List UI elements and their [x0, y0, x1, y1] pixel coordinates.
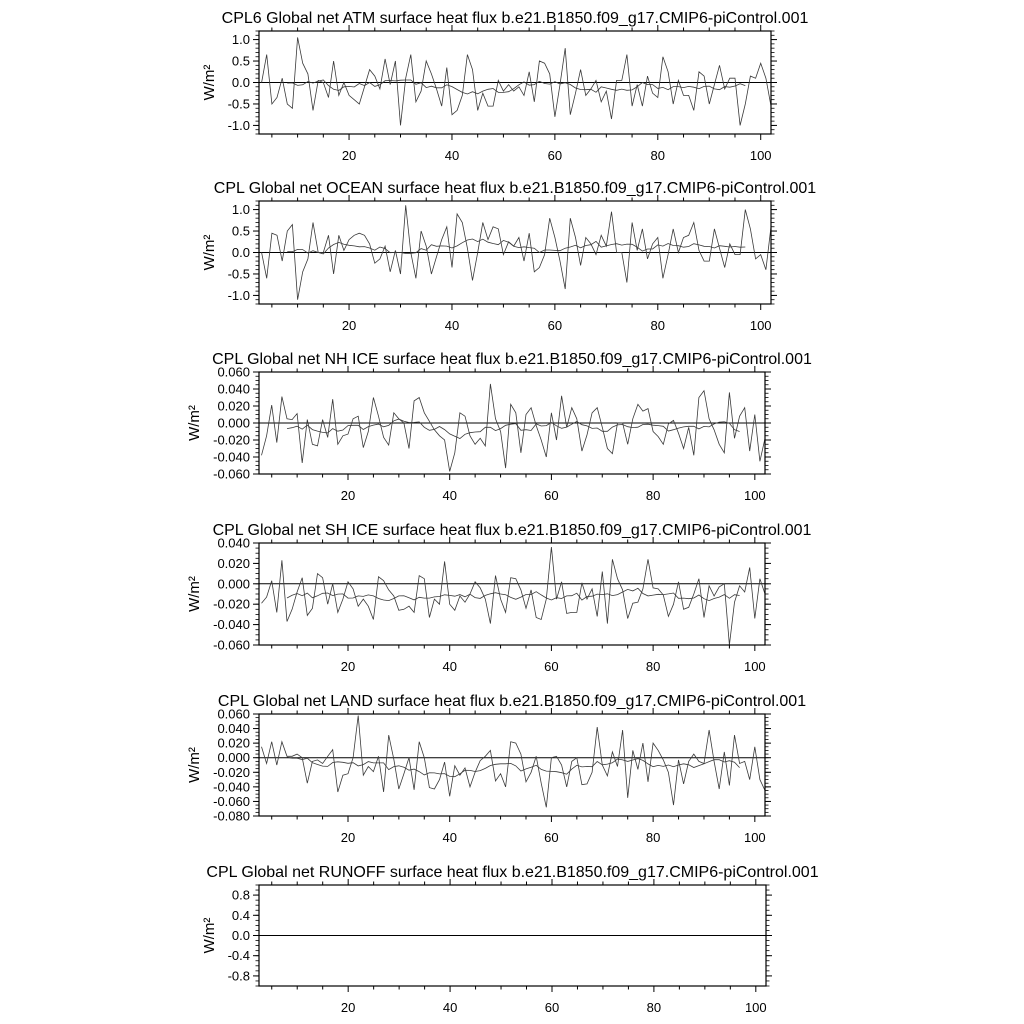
annual-series-line [262, 384, 766, 472]
x-tick-label: 100 [743, 659, 766, 674]
annual-series-line [262, 716, 766, 808]
x-tick-label: 80 [646, 1000, 662, 1015]
x-tick-label: 80 [645, 830, 661, 845]
y-tick-label: -1.0 [227, 287, 250, 303]
y-tick-label: 0.040 [217, 721, 250, 737]
annual-series-line [262, 547, 766, 645]
x-tick-label: 40 [444, 148, 460, 163]
y-tick-label: 0.060 [217, 706, 250, 722]
y-tick-label: -0.040 [213, 779, 250, 795]
panel-title: CPL Global net SH ICE surface heat flux b.e21.B1850.f09_g17.CMIP6-piControl.001 [212, 522, 812, 539]
panel-title: CPL Global net RUNOFF surface heat flux b.e21.B1850.f09_g17.CMIP6-piControl.001 [206, 864, 819, 881]
y-tick-label: 0.8 [231, 887, 250, 903]
y-tick-label: 0.020 [217, 555, 250, 571]
y-tick-label: 1.0 [231, 32, 250, 48]
x-tick-label: 20 [341, 148, 357, 163]
y-axis-label: W/m² [186, 576, 204, 612]
y-tick-label: -0.020 [213, 596, 250, 612]
y-tick-label: 0.020 [217, 398, 250, 414]
y-tick-label: -0.5 [227, 96, 250, 112]
y-axis-label: W/m² [200, 64, 218, 101]
y-tick-label: 0.060 [217, 364, 250, 380]
y-axis-label: W/m² [200, 234, 218, 271]
panel-title: CPL Global net LAND surface heat flux b.e21.B1850.f09_g17.CMIP6-piControl.001 [217, 693, 807, 710]
y-tick-label: -0.060 [213, 637, 250, 653]
x-tick-label: 40 [442, 659, 457, 674]
y-tick-label: 1.0 [231, 202, 250, 218]
x-tick-label: 20 [340, 830, 356, 845]
y-tick-label: -0.040 [213, 617, 250, 633]
y-tick-label: 0.000 [217, 576, 250, 592]
x-tick-label: 100 [749, 148, 772, 163]
y-tick-label: -0.060 [213, 466, 250, 482]
y-tick-label: 0.000 [217, 750, 250, 766]
x-tick-label: 80 [650, 148, 666, 163]
y-tick-label: -0.020 [213, 764, 250, 780]
y-axis-label: W/m² [200, 917, 218, 954]
y-tick-label: 0.0 [231, 928, 250, 943]
x-tick-label: 60 [544, 488, 559, 503]
y-tick-label: -0.5 [227, 266, 250, 282]
panel-title: CPL Global net NH ICE surface heat flux b.e21.B1850.f09_g17.CMIP6-piControl.001 [212, 351, 812, 368]
y-tick-label: 0.040 [217, 535, 250, 551]
x-tick-label: 20 [340, 659, 356, 674]
y-tick-label: 0.4 [231, 907, 250, 923]
y-tick-label: -0.080 [213, 808, 250, 824]
x-tick-label: 40 [442, 1000, 458, 1015]
x-tick-label: 40 [444, 318, 460, 333]
y-tick-label: 0.5 [231, 53, 250, 69]
x-tick-label: 100 [749, 318, 772, 333]
x-tick-label: 80 [645, 659, 661, 674]
y-axis-label: W/m² [186, 747, 204, 783]
x-tick-label: 60 [547, 318, 563, 333]
panel-5 [186, 693, 806, 845]
y-tick-label: -0.040 [213, 449, 250, 465]
panel-4 [186, 522, 811, 674]
x-tick-label: 60 [544, 830, 559, 845]
y-tick-label: -0.8 [227, 968, 250, 984]
panel-title: CPL6 Global net ATM surface heat flux b.e21.B1850.f09_g17.CMIP6-piControl.001 [221, 10, 809, 27]
y-tick-label: 0.5 [231, 223, 250, 239]
y-tick-label: -0.4 [227, 948, 250, 964]
x-tick-label: 40 [442, 830, 457, 845]
x-tick-label: 80 [650, 318, 666, 333]
x-tick-label: 60 [544, 659, 559, 674]
y-tick-label: -1.0 [227, 117, 250, 133]
y-tick-label: 0.000 [217, 415, 250, 431]
x-tick-label: 20 [340, 1000, 356, 1015]
x-tick-label: 100 [743, 488, 766, 503]
x-tick-label: 100 [743, 830, 766, 845]
running-mean-line [287, 757, 740, 777]
x-tick-label: 20 [341, 318, 357, 333]
panel-title: CPL Global net OCEAN surface heat flux b.e21.B1850.f09_g17.CMIP6-piControl.001 [213, 180, 817, 197]
y-tick-label: 0.040 [217, 381, 250, 397]
y-axis-label: W/m² [186, 405, 204, 441]
x-tick-label: 100 [744, 1000, 767, 1015]
y-tick-label: -0.020 [213, 432, 250, 448]
panel-2 [201, 180, 817, 333]
y-tick-label: 0.0 [231, 75, 250, 90]
x-tick-label: 40 [442, 488, 457, 503]
y-tick-label: 0.0 [231, 245, 250, 260]
x-tick-label: 60 [547, 148, 563, 163]
annual-series-line [262, 37, 771, 125]
x-tick-label: 60 [544, 1000, 560, 1015]
x-tick-label: 80 [645, 488, 661, 503]
panel-3 [186, 351, 812, 503]
y-tick-label: -0.060 [213, 793, 250, 809]
x-tick-label: 20 [340, 488, 356, 503]
y-tick-label: 0.020 [217, 735, 250, 751]
panel-1 [201, 10, 809, 163]
panel-6 [201, 864, 819, 1015]
